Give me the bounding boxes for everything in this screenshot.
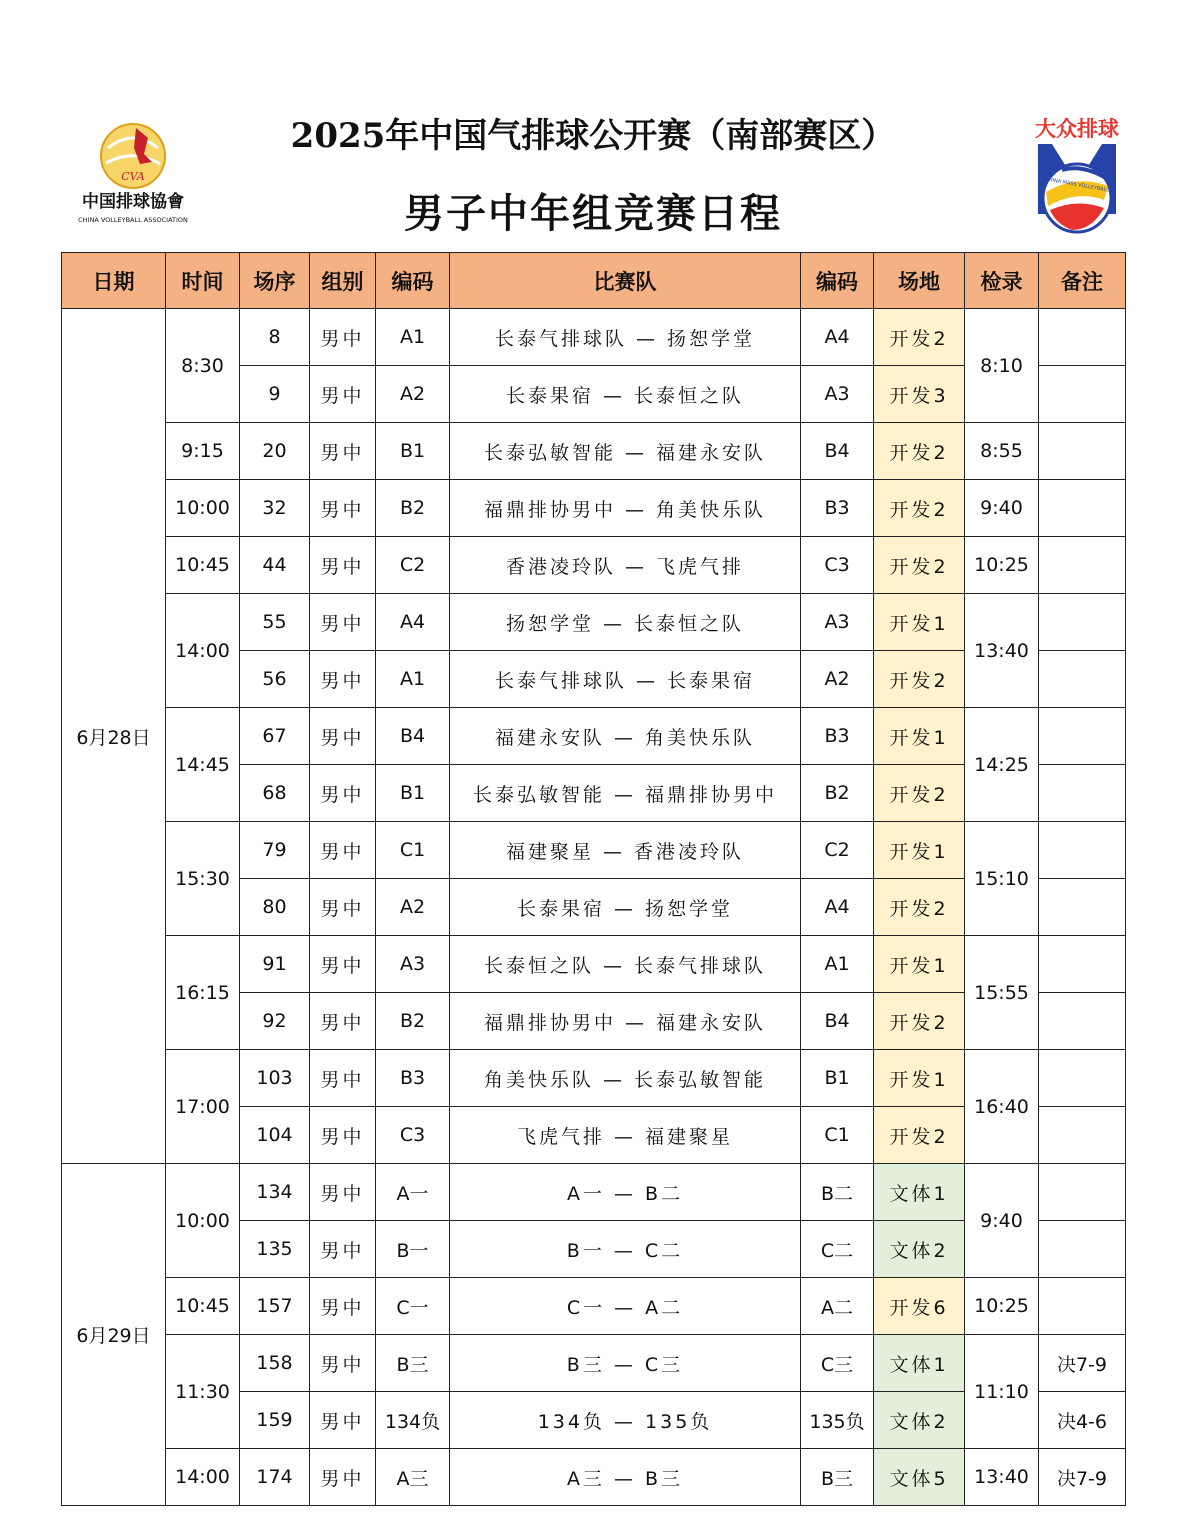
venue-cell: 开发2	[874, 537, 965, 594]
code2-cell: A4	[801, 309, 874, 366]
checkin-cell: 13:40	[965, 594, 1039, 708]
code1-cell: C1	[376, 822, 450, 879]
note-cell	[1039, 480, 1126, 537]
venue-cell: 开发1	[874, 936, 965, 993]
note-cell	[1039, 309, 1126, 366]
match-cell: B一 — C二	[450, 1221, 801, 1278]
match-cell: 福建永安队 — 角美快乐队	[450, 708, 801, 765]
match-cell: 香港凌玲队 — 飞虎气排	[450, 537, 801, 594]
col-header-checkin: 检录	[965, 253, 1039, 309]
venue-cell: 文体2	[874, 1392, 965, 1449]
match-no-cell: 79	[240, 822, 310, 879]
group-cell: 男中	[310, 594, 376, 651]
code1-cell: A2	[376, 366, 450, 423]
checkin-cell: 15:10	[965, 822, 1039, 936]
checkin-cell: 10:25	[965, 1278, 1039, 1335]
cva-logo-subtext: CHINA VOLLEYBALL ASSOCIATION	[78, 216, 188, 224]
venue-cell: 开发1	[874, 822, 965, 879]
code2-cell: B4	[801, 423, 874, 480]
match-no-cell: 20	[240, 423, 310, 480]
code1-cell: B4	[376, 708, 450, 765]
table-row	[62, 1449, 1126, 1506]
venue-cell: 开发1	[874, 1050, 965, 1107]
venue-cell: 开发2	[874, 651, 965, 708]
code2-cell: A4	[801, 879, 874, 936]
time-cell: 14:00	[166, 594, 240, 708]
note-cell	[1039, 936, 1126, 993]
group-cell: 男中	[310, 1449, 376, 1506]
note-cell	[1039, 822, 1126, 879]
code2-cell: A二	[801, 1278, 874, 1335]
code2-cell: B3	[801, 480, 874, 537]
match-cell: 长泰弘敏智能 — 福建永安队	[450, 423, 801, 480]
code1-cell: C3	[376, 1107, 450, 1164]
table-row	[62, 537, 1126, 594]
code2-cell: A2	[801, 651, 874, 708]
group-cell: 男中	[310, 1335, 376, 1392]
code1-cell: B3	[376, 1050, 450, 1107]
code1-cell: A3	[376, 936, 450, 993]
match-no-cell: 157	[240, 1278, 310, 1335]
venue-cell: 开发6	[874, 1278, 965, 1335]
code1-cell: A一	[376, 1164, 450, 1221]
group-cell: 男中	[310, 822, 376, 879]
table-row	[62, 1164, 1126, 1221]
venue-cell: 开发1	[874, 594, 965, 651]
match-no-cell: 80	[240, 879, 310, 936]
venue-cell: 开发3	[874, 366, 965, 423]
time-cell: 14:45	[166, 708, 240, 822]
match-cell: 扬恕学堂 — 长泰恒之队	[450, 594, 801, 651]
date-cell: 6月29日	[62, 1164, 166, 1506]
code2-cell: B4	[801, 993, 874, 1050]
table-row	[62, 594, 1126, 651]
group-cell: 男中	[310, 480, 376, 537]
table-row	[62, 480, 1126, 537]
col-header-time: 时间	[166, 253, 240, 309]
group-cell: 男中	[310, 765, 376, 822]
note-cell	[1039, 366, 1126, 423]
code2-cell: C三	[801, 1335, 874, 1392]
mass-volleyball-logo-subtext: CHINA MASS VOLLEYBALL	[1044, 176, 1110, 194]
match-cell: C一 — A二	[450, 1278, 801, 1335]
date-cell: 6月28日	[62, 309, 166, 1164]
code2-cell: C二	[801, 1221, 874, 1278]
cva-logo-mark: CVA	[121, 170, 145, 183]
time-cell: 9:15	[166, 423, 240, 480]
match-cell: 福建聚星 — 香港凌玲队	[450, 822, 801, 879]
note-cell	[1039, 651, 1126, 708]
checkin-cell: 9:40	[965, 1164, 1039, 1278]
group-cell: 男中	[310, 366, 376, 423]
match-cell: 134负 — 135负	[450, 1392, 801, 1449]
group-cell: 男中	[310, 537, 376, 594]
match-no-cell: 104	[240, 1107, 310, 1164]
venue-cell: 文体1	[874, 1164, 965, 1221]
code2-cell: A3	[801, 366, 874, 423]
code2-cell: B二	[801, 1164, 874, 1221]
match-no-cell: 134	[240, 1164, 310, 1221]
col-header-code1: 编码	[376, 253, 450, 309]
note-cell	[1039, 708, 1126, 765]
venue-cell: 文体1	[874, 1335, 965, 1392]
match-cell: B三 — C三	[450, 1335, 801, 1392]
checkin-cell: 9:40	[965, 480, 1039, 537]
table-row	[62, 423, 1126, 480]
code2-cell: C1	[801, 1107, 874, 1164]
venue-cell: 开发2	[874, 993, 965, 1050]
checkin-cell: 15:55	[965, 936, 1039, 1050]
match-no-cell: 103	[240, 1050, 310, 1107]
note-cell	[1039, 594, 1126, 651]
time-cell: 15:30	[166, 822, 240, 936]
code2-cell: B三	[801, 1449, 874, 1506]
note-cell	[1039, 1278, 1126, 1335]
group-cell: 男中	[310, 1221, 376, 1278]
group-cell: 男中	[310, 879, 376, 936]
match-no-cell: 174	[240, 1449, 310, 1506]
code1-cell: A1	[376, 651, 450, 708]
match-cell: 长泰气排球队 — 长泰果宿	[450, 651, 801, 708]
time-cell: 11:30	[166, 1335, 240, 1449]
match-cell: 长泰气排球队 — 扬恕学堂	[450, 309, 801, 366]
checkin-cell: 11:10	[965, 1335, 1039, 1449]
col-header-match-no: 场序	[240, 253, 310, 309]
venue-cell: 开发2	[874, 309, 965, 366]
group-cell: 男中	[310, 993, 376, 1050]
note-cell	[1039, 879, 1126, 936]
match-no-cell: 44	[240, 537, 310, 594]
match-no-cell: 135	[240, 1221, 310, 1278]
note-cell	[1039, 1107, 1126, 1164]
schedule-table	[61, 252, 1126, 1506]
match-no-cell: 92	[240, 993, 310, 1050]
note-cell	[1039, 1164, 1126, 1221]
code2-cell: C2	[801, 822, 874, 879]
col-header-code2: 编码	[801, 253, 874, 309]
code1-cell: C2	[376, 537, 450, 594]
match-cell: 福鼎排协男中 — 角美快乐队	[450, 480, 801, 537]
match-no-cell: 32	[240, 480, 310, 537]
match-no-cell: 8	[240, 309, 310, 366]
time-cell: 10:00	[166, 480, 240, 537]
note-cell	[1039, 1050, 1126, 1107]
match-no-cell: 158	[240, 1335, 310, 1392]
group-cell: 男中	[310, 309, 376, 366]
note-cell	[1039, 537, 1126, 594]
mass-volleyball-logo-text: 大众排球	[1035, 117, 1119, 141]
col-header-group: 组别	[310, 253, 376, 309]
match-no-cell: 67	[240, 708, 310, 765]
code1-cell: B三	[376, 1335, 450, 1392]
code1-cell: A4	[376, 594, 450, 651]
checkin-cell: 16:40	[965, 1050, 1039, 1164]
checkin-cell: 14:25	[965, 708, 1039, 822]
match-cell: 长泰弘敏智能 — 福鼎排协男中	[450, 765, 801, 822]
time-cell: 10:45	[166, 1278, 240, 1335]
group-cell: 男中	[310, 1050, 376, 1107]
note-cell: 决7-9	[1039, 1335, 1126, 1392]
time-cell: 14:00	[166, 1449, 240, 1506]
table-header-row	[62, 253, 1126, 309]
match-no-cell: 9	[240, 366, 310, 423]
code2-cell: C3	[801, 537, 874, 594]
note-cell	[1039, 765, 1126, 822]
venue-cell: 开发1	[874, 708, 965, 765]
checkin-cell: 8:10	[965, 309, 1039, 423]
code1-cell: A2	[376, 879, 450, 936]
time-cell: 17:00	[166, 1050, 240, 1164]
code1-cell: B1	[376, 765, 450, 822]
table-row	[62, 936, 1126, 993]
code1-cell: B2	[376, 993, 450, 1050]
match-cell: 福鼎排协男中 — 福建永安队	[450, 993, 801, 1050]
time-cell: 16:15	[166, 936, 240, 1050]
code2-cell: B3	[801, 708, 874, 765]
table-row	[62, 1335, 1126, 1392]
venue-cell: 文体5	[874, 1449, 965, 1506]
match-no-cell: 56	[240, 651, 310, 708]
venue-cell: 开发2	[874, 1107, 965, 1164]
group-cell: 男中	[310, 651, 376, 708]
col-header-venue: 场地	[874, 253, 965, 309]
note-cell: 决4-6	[1039, 1392, 1126, 1449]
group-cell: 男中	[310, 1107, 376, 1164]
checkin-cell: 8:55	[965, 423, 1039, 480]
col-header-date: 日期	[62, 253, 166, 309]
match-no-cell: 68	[240, 765, 310, 822]
note-cell	[1039, 423, 1126, 480]
table-row	[62, 1050, 1126, 1107]
match-cell: 角美快乐队 — 长泰弘敏智能	[450, 1050, 801, 1107]
group-cell: 男中	[310, 1164, 376, 1221]
code1-cell: 134负	[376, 1392, 450, 1449]
match-cell: A一 — B二	[450, 1164, 801, 1221]
group-cell: 男中	[310, 936, 376, 993]
code1-cell: B2	[376, 480, 450, 537]
table-row	[62, 708, 1126, 765]
code1-cell: B1	[376, 423, 450, 480]
note-cell: 决7-9	[1039, 1449, 1126, 1506]
code1-cell: C一	[376, 1278, 450, 1335]
code1-cell: A三	[376, 1449, 450, 1506]
code2-cell: 135负	[801, 1392, 874, 1449]
code2-cell: B2	[801, 765, 874, 822]
code1-cell: A1	[376, 309, 450, 366]
match-cell: A三 — B三	[450, 1449, 801, 1506]
cva-logo-text: 中国排球協會	[82, 192, 184, 212]
venue-cell: 开发2	[874, 765, 965, 822]
match-cell: 长泰恒之队 — 长泰气排球队	[450, 936, 801, 993]
document-title: 2025年中国气排球公开赛（南部赛区）	[290, 116, 896, 156]
match-no-cell: 91	[240, 936, 310, 993]
table-row	[62, 822, 1126, 879]
group-cell: 男中	[310, 1278, 376, 1335]
group-cell: 男中	[310, 708, 376, 765]
match-cell: 长泰果宿 — 扬恕学堂	[450, 879, 801, 936]
venue-cell: 开发2	[874, 480, 965, 537]
table-row	[62, 309, 1126, 366]
document-subtitle: 男子中年组竞赛日程	[404, 191, 782, 237]
code2-cell: B1	[801, 1050, 874, 1107]
group-cell: 男中	[310, 1392, 376, 1449]
note-cell	[1039, 1221, 1126, 1278]
match-no-cell: 55	[240, 594, 310, 651]
checkin-cell: 13:40	[965, 1449, 1039, 1506]
table-row	[62, 1278, 1126, 1335]
match-no-cell: 159	[240, 1392, 310, 1449]
col-header-teams: 比赛队	[450, 253, 801, 309]
col-header-notes: 备注	[1039, 253, 1126, 309]
checkin-cell: 10:25	[965, 537, 1039, 594]
code2-cell: A3	[801, 594, 874, 651]
time-cell: 8:30	[166, 309, 240, 423]
note-cell	[1039, 993, 1126, 1050]
venue-cell: 文体2	[874, 1221, 965, 1278]
match-cell: 长泰果宿 — 长泰恒之队	[450, 366, 801, 423]
venue-cell: 开发2	[874, 423, 965, 480]
match-cell: 飞虎气排 — 福建聚星	[450, 1107, 801, 1164]
venue-cell: 开发2	[874, 879, 965, 936]
group-cell: 男中	[310, 423, 376, 480]
code2-cell: A1	[801, 936, 874, 993]
code1-cell: B一	[376, 1221, 450, 1278]
time-cell: 10:45	[166, 537, 240, 594]
time-cell: 10:00	[166, 1164, 240, 1278]
